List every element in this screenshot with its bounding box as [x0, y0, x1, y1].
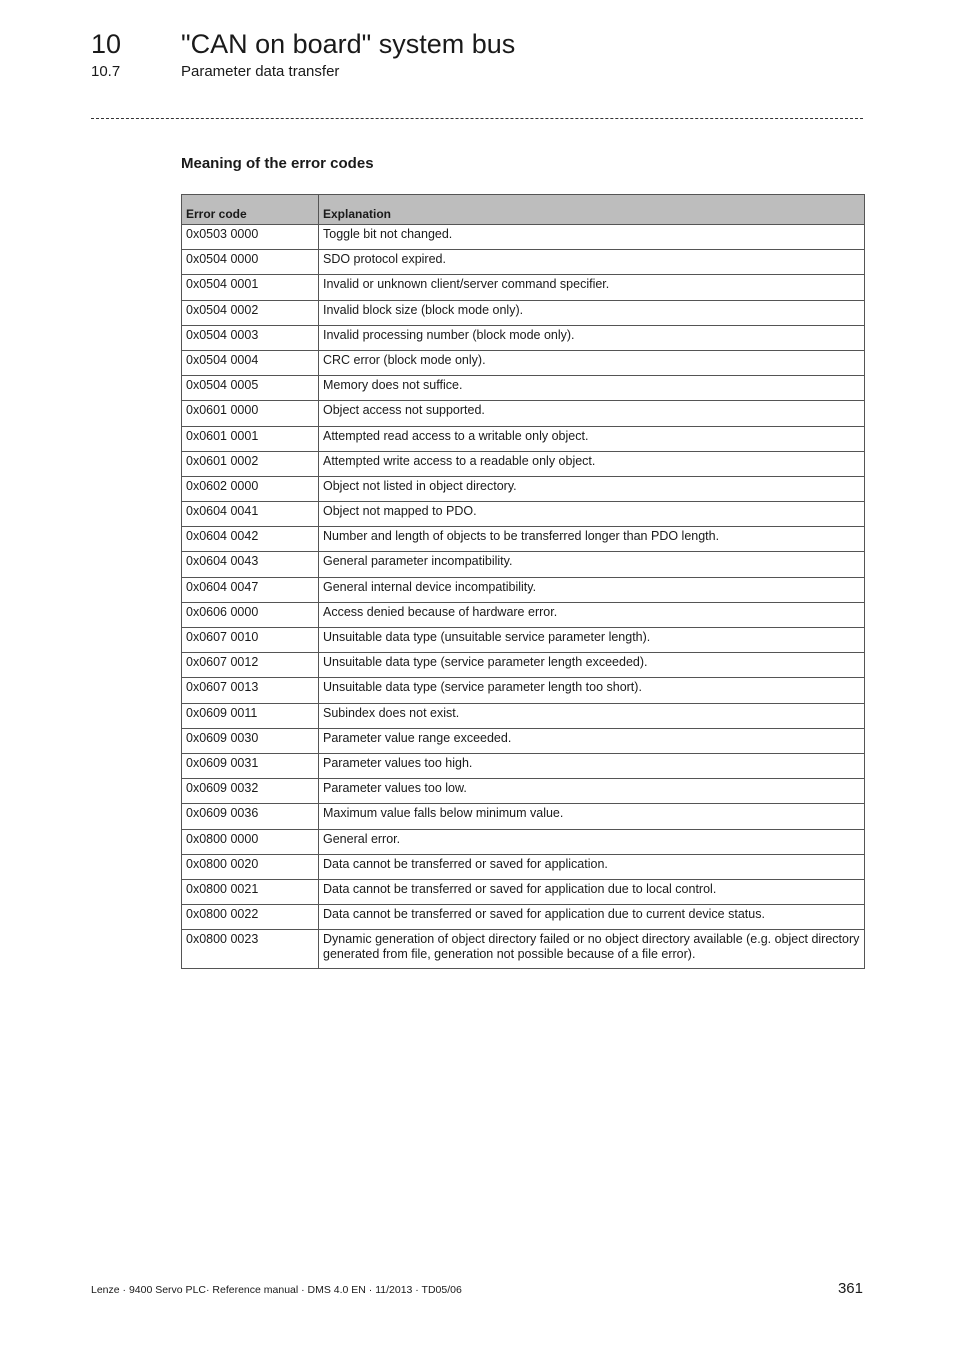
explanation-cell: Object not mapped to PDO. [319, 502, 865, 527]
explanation-cell: Toggle bit not changed. [319, 225, 865, 250]
error-code-cell: 0x0504 0000 [182, 250, 319, 275]
table-row [182, 376, 865, 401]
table-row [182, 451, 865, 476]
table-row [182, 350, 865, 375]
table-row [182, 779, 865, 804]
error-code-cell: 0x0503 0000 [182, 225, 319, 250]
explanation-cell: Attempted read access to a writable only object. [319, 426, 865, 451]
explanation-cell: Parameter value range exceeded. [319, 728, 865, 753]
explanation-cell: Object not listed in object directory. [319, 476, 865, 501]
table-row [182, 502, 865, 527]
page-number: 361 [837, 1280, 863, 1297]
error-code-cell: 0x0504 0004 [182, 350, 319, 375]
table-header-row [182, 195, 865, 225]
explanation-cell: General error. [319, 829, 865, 854]
table-row [182, 829, 865, 854]
explanation-cell: Subindex does not exist. [319, 703, 865, 728]
table-row [182, 426, 865, 451]
explanation-cell: Maximum value falls below minimum value. [319, 804, 865, 829]
error-code-cell: 0x0609 0031 [182, 753, 319, 778]
table-row [182, 854, 865, 879]
explanation-cell: Number and length of objects to be transferred longer than PDO length. [319, 527, 865, 552]
error-code-cell: 0x0602 0000 [182, 476, 319, 501]
table-row [182, 225, 865, 250]
error-code-cell: 0x0607 0013 [182, 678, 319, 703]
error-code-cell: 0x0504 0002 [182, 300, 319, 325]
table-row [182, 703, 865, 728]
explanation-cell: Invalid processing number (block mode only). [319, 325, 865, 350]
explanation-cell: Invalid block size (block mode only). [319, 300, 865, 325]
table-row [182, 602, 865, 627]
error-code-cell: 0x0504 0005 [182, 376, 319, 401]
explanation-cell: Dynamic generation of object directory failed or no object directory available (e.g. object directory generated from file, generation not possible because of a file error). [319, 930, 865, 969]
explanation-cell: Invalid or unknown client/server command specifier. [319, 275, 865, 300]
error-code-cell: 0x0607 0012 [182, 653, 319, 678]
error-code-cell: 0x0800 0023 [182, 930, 319, 969]
error-code-cell: 0x0800 0022 [182, 905, 319, 930]
error-code-cell: 0x0609 0032 [182, 779, 319, 804]
table-heading: Meaning of the error codes [181, 155, 374, 172]
footer-document-info: Lenze · 9400 Servo PLC· Reference manual · DMS 4.0 EN · 11/2013 · TD05/06 [91, 1284, 462, 1296]
table-row [182, 325, 865, 350]
explanation-cell: Access denied because of hardware error. [319, 602, 865, 627]
table-row [182, 250, 865, 275]
table-row [182, 527, 865, 552]
table-row [182, 476, 865, 501]
explanation-cell: Memory does not suffice. [319, 376, 865, 401]
section-title: Parameter data transfer [181, 63, 340, 80]
chapter-title: "CAN on board" system bus [181, 29, 516, 59]
error-code-cell: 0x0601 0000 [182, 401, 319, 426]
explanation-cell: General parameter incompatibility. [319, 552, 865, 577]
table-row [182, 552, 865, 577]
error-code-cell: 0x0601 0001 [182, 426, 319, 451]
explanation-cell: Parameter values too low. [319, 779, 865, 804]
error-codes-table [181, 194, 865, 969]
section-number: 10.7 [91, 63, 121, 80]
error-code-cell: 0x0800 0000 [182, 829, 319, 854]
explanation-cell: General internal device incompatibility. [319, 577, 865, 602]
error-code-cell: 0x0604 0047 [182, 577, 319, 602]
table-row [182, 275, 865, 300]
error-code-cell: 0x0609 0036 [182, 804, 319, 829]
table-row [182, 678, 865, 703]
table-row [182, 930, 865, 969]
error-code-cell: 0x0609 0011 [182, 703, 319, 728]
header-divider [91, 118, 863, 119]
explanation-cell: Data cannot be transferred or saved for application. [319, 854, 865, 879]
table-row [182, 905, 865, 930]
error-code-cell: 0x0609 0030 [182, 728, 319, 753]
error-code-cell: 0x0800 0020 [182, 854, 319, 879]
table-row [182, 879, 865, 904]
table-row [182, 628, 865, 653]
column-header-error-code: Error code [182, 195, 319, 225]
table-row [182, 804, 865, 829]
explanation-cell: Unsuitable data type (service parameter length too short). [319, 678, 865, 703]
explanation-cell: Parameter values too high. [319, 753, 865, 778]
explanation-cell: SDO protocol expired. [319, 250, 865, 275]
error-code-cell: 0x0504 0001 [182, 275, 319, 300]
chapter-number: 10 [91, 29, 122, 59]
explanation-cell: Attempted write access to a readable only object. [319, 451, 865, 476]
explanation-cell: Unsuitable data type (service parameter length exceeded). [319, 653, 865, 678]
error-code-cell: 0x0604 0042 [182, 527, 319, 552]
table-row [182, 728, 865, 753]
explanation-cell: Data cannot be transferred or saved for application due to local control. [319, 879, 865, 904]
error-code-cell: 0x0604 0043 [182, 552, 319, 577]
explanation-cell: CRC error (block mode only). [319, 350, 865, 375]
table-row [182, 577, 865, 602]
table-row [182, 653, 865, 678]
error-code-cell: 0x0800 0021 [182, 879, 319, 904]
error-code-cell: 0x0606 0000 [182, 602, 319, 627]
column-header-explanation: Explanation [319, 195, 865, 225]
error-code-cell: 0x0604 0041 [182, 502, 319, 527]
error-code-cell: 0x0607 0010 [182, 628, 319, 653]
table-body [182, 225, 865, 969]
error-code-cell: 0x0601 0002 [182, 451, 319, 476]
table-row [182, 300, 865, 325]
explanation-cell: Unsuitable data type (unsuitable service parameter length). [319, 628, 865, 653]
error-code-cell: 0x0504 0003 [182, 325, 319, 350]
table-row [182, 753, 865, 778]
explanation-cell: Data cannot be transferred or saved for application due to current device status. [319, 905, 865, 930]
explanation-cell: Object access not supported. [319, 401, 865, 426]
table-row [182, 401, 865, 426]
